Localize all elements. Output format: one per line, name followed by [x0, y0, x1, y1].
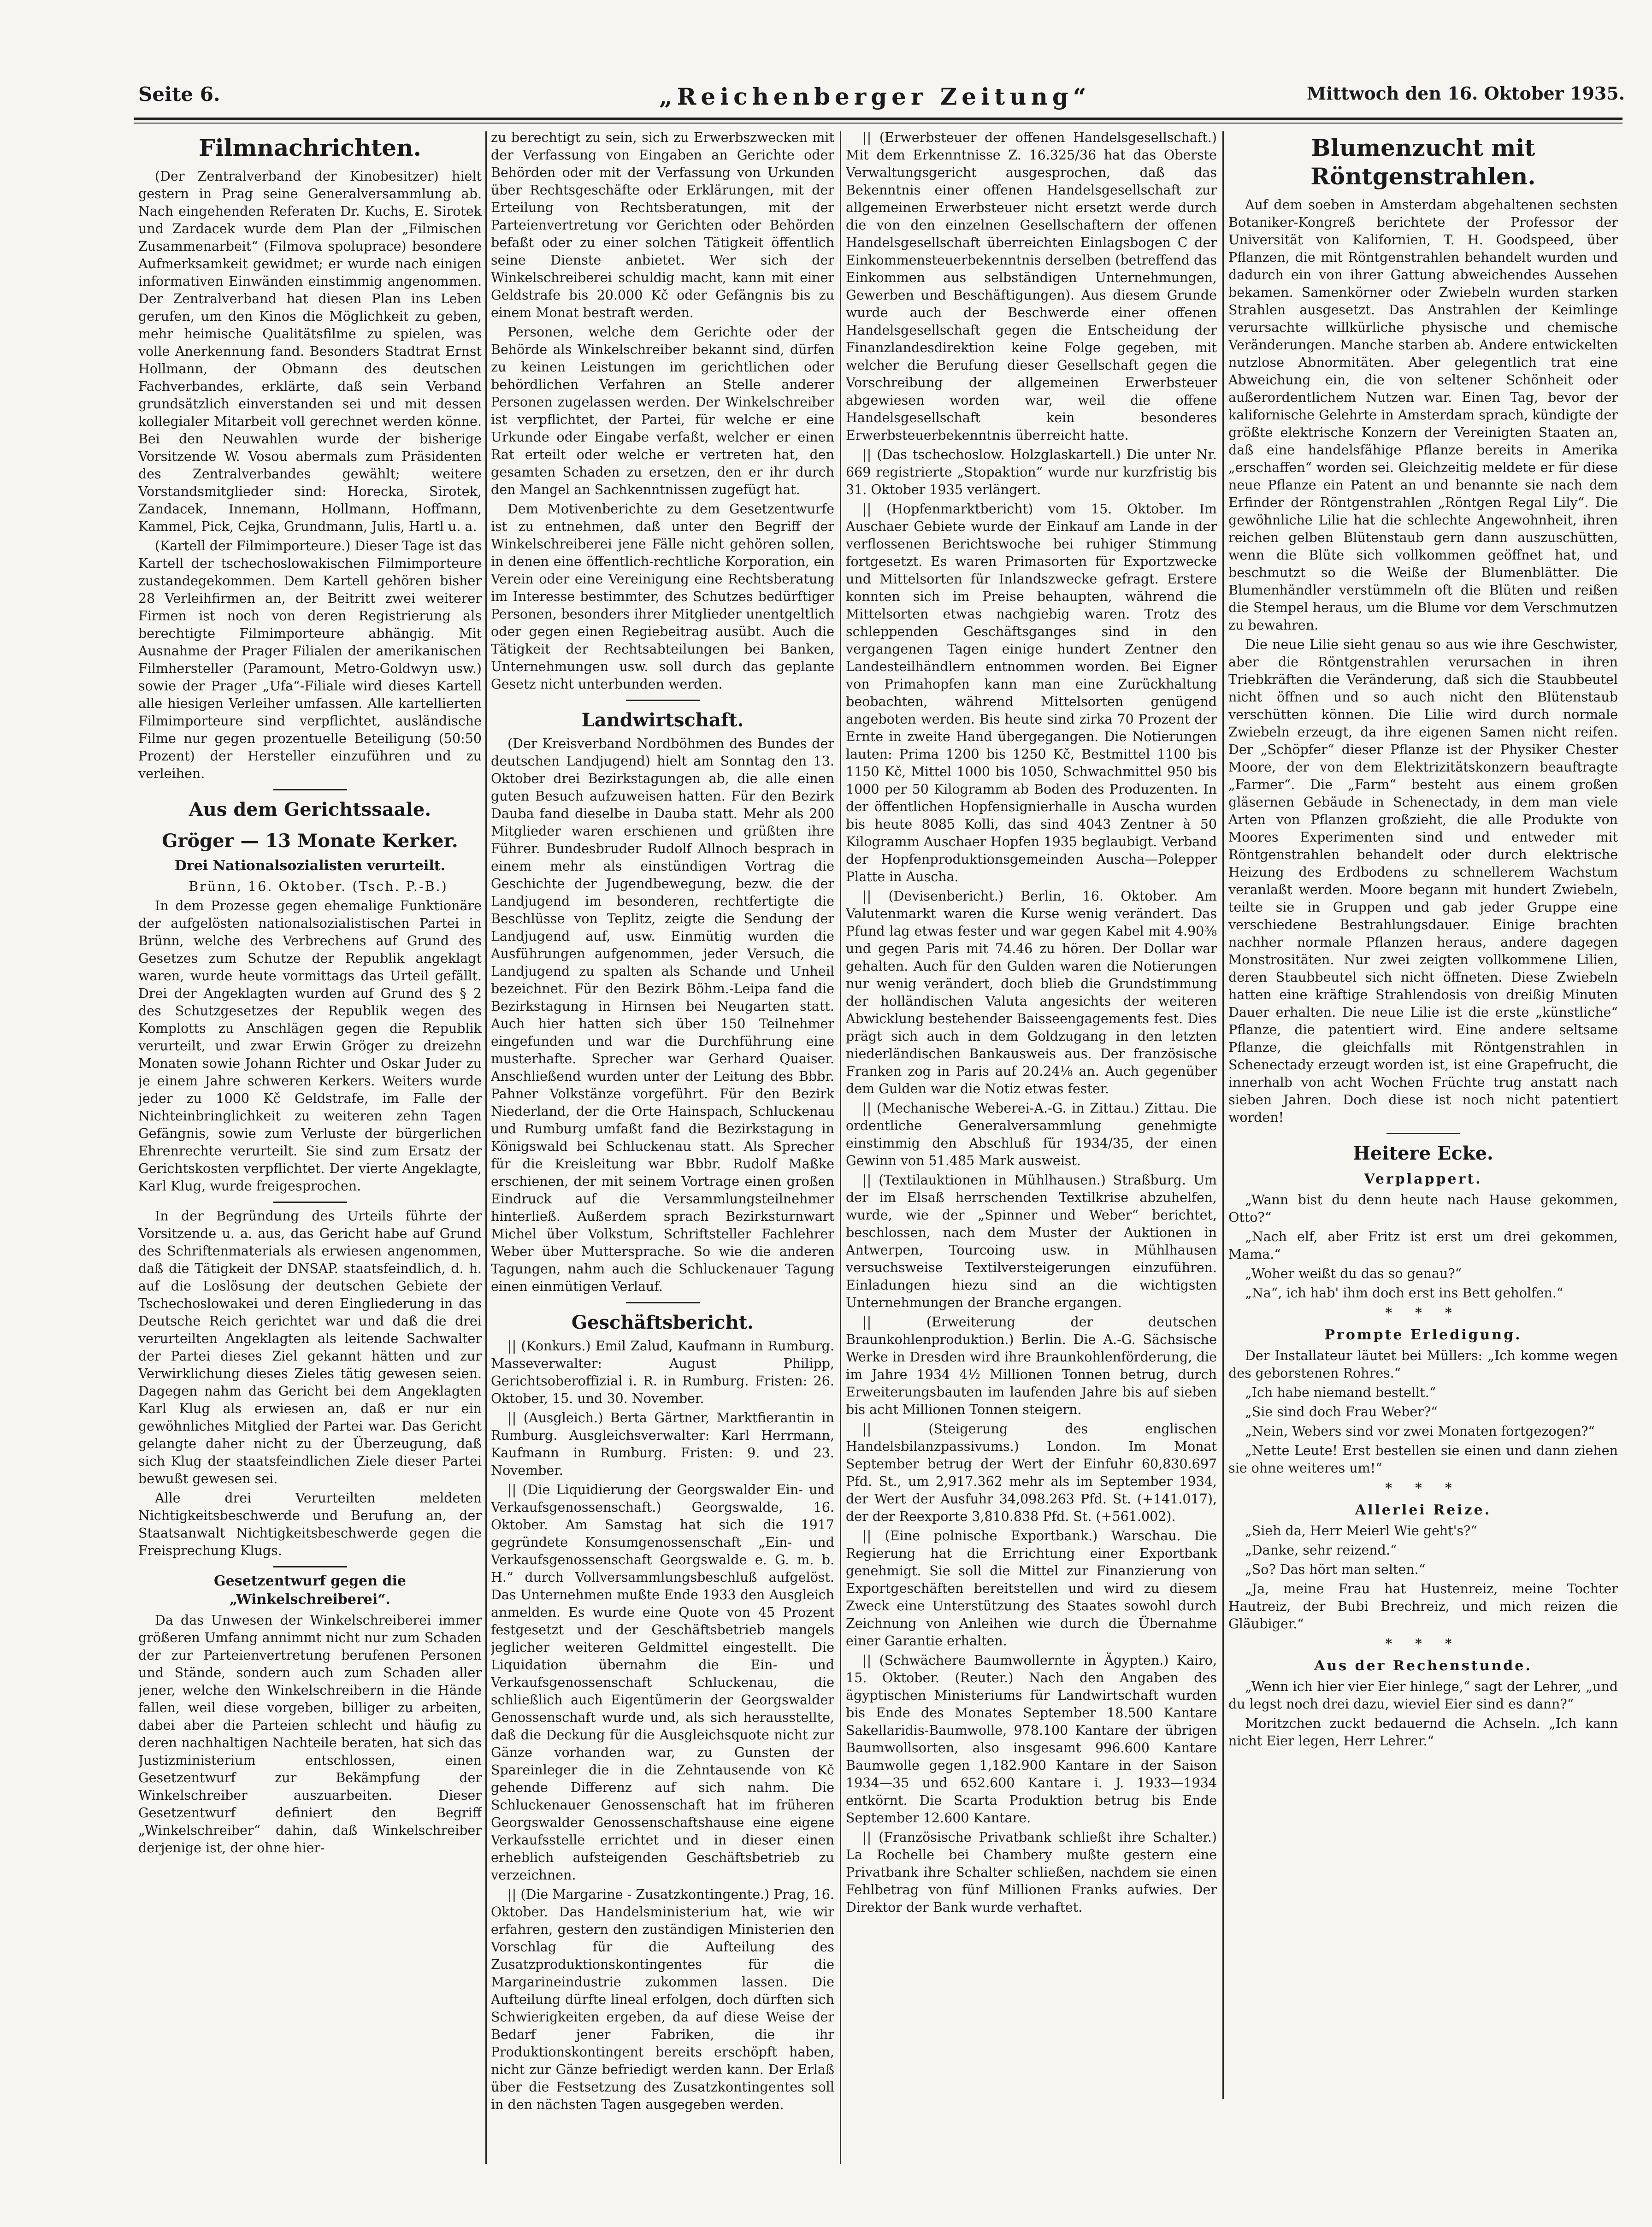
section-title-filmnachrichten: Filmnachrichten.: [199, 134, 421, 161]
newspaper-title: „Reichenberger Zeitung“: [659, 83, 1091, 110]
article-paragraph: (Der Kreisverband Nordböhmen des Bundes der deutschen Landjugend) hielt am Sonntag den 13. Oktober drei Bezirkstagungen ab, die alle einen guten Besuch aufzuweisen hatten. Für den Bezirk Dauba fand dieselbe in Dauba statt. Mehr als 200 Mitglieder waren erschienen und grüßten ihre Führer. Bundesbruder Rudolf Allnoch besprach in einem mehr als einstündigen Vortrag die Geschichte der Jugendbewegung, bezw. die der Landjugend im besonderen, rechtfertigte die Beschlüsse von Teplitz, zeigte die Sendung der Landjugend auf, usw. Einmütig wurden die Ausführungen aufgenommen, jeder Versuch, die Landjugend zu spalten als Schande und Unheil bezeichnet. Für den Bezirk Böhm.-Leipa fand die Bezirkstagung in Hirnsen bei Neugarten statt. Auch hier hatten sich über 150 Teilnehmer eingefunden und war die Durchführung eine musterhafte. Sprecher war Gerhard Quaiser. Anschließend wurden unter der Leitung des Bbbr. Pahner Volkstänze vorgeführt. Für den Bezirk Niederland, der die Orte Hainspach, Schluckenau und Rumburg umfaßt fand die Bezirkstagung in Königswald bei Schluckenau statt. Als Sprecher für die Kreisleitung war Bbbr. Rudolf Maßke erschienen, der mit seinem Vortrage einen großen Eindruck auf die Versammlungsteilnehmer hinterließ. Außerdem sprach Bezirksturnwart Michel über Volkstum, Schriftsteller Fachlehrer Weber über Muttersprache. So wie die anderen Tagungen, nahm auch die Schluckenauer Tagung einen einmütigen Verlauf.: [491, 736, 834, 1294]
header-rule: [134, 118, 1622, 120]
separator-rule: [626, 700, 700, 701]
joke-line: Der Installateur läutet bei Müllers: „Ich komme wegen des geborstenen Rohres.“: [1228, 1348, 1618, 1381]
joke-line: „Sieh da, Herr Meierl Wie geht's?“: [1245, 1523, 1477, 1538]
stars-separator: * * *: [1385, 1305, 1461, 1320]
article-paragraph: || (Ausgleich.) Berta Gärtner, Marktfierantin in Rumburg. Ausgleichsverwalter: Karl Herrmann, Kaufmann in Rumburg. Fristen: 9. und 23. November.: [491, 1410, 834, 1478]
article-paragraph: Auf dem soeben in Amsterdam abgehaltenen sechsten Botaniker-Kongreß berichtete der Professor der Universität von Kalifornien, T. H. Goodspeed, über Pflanzen, die mit Röntgenstrahlen behandelt wurden und dadurch ein von ihrer Gattung abweichendes Aussehen bekamen. Samenkörner oder Zwiebeln wurden starken Strahlen ausgesetzt. Das Anstrahlen der Keimlinge verursachte willkürliche physische und chemische Veränderungen. Manche starben ab. Andere entwickelten nutzlose Abnormitäten. Aber gelegentlich trat eine Abweichung ein, die von seltener Schönheit oder außerordentlichem Nutzen war. Einen Tag, bevor der kalifornische Gelehrte in Amsterdam sprach, kündigte der größte elektrische Konzern der Vereinigten Staaten an, daß eine handelsfähige Pflanze bereits in Amerika „erschaffen“ worden sei. Gleichzeitig meldete er für diese neue Pflanze ein Patent an und benannte sie nach dem Erfinder der Röntgenstrahlen „Röntgen Regal Lily“. Die gewöhnliche Lilie hat die schlechte Angewohnheit, ihren reichen gelben Blütenstaub gern dann auszuschütten, wenn die Blüte sich vollkommen geöffnet hat, und beschmutzt so die Weiße der Blumenblätter. Die Blumenhändler verstümmeln oft die Blüten und reißen die Stempel heraus, um die Blume vor dem Verschmutzen zu bewahren.: [1228, 197, 1618, 633]
header-rule-thin: [134, 123, 1622, 124]
page-header: [0, 83, 1652, 120]
column-2: [491, 129, 834, 2166]
section-title-blumenzucht: Blumenzucht mit Röntgenstrahlen.: [1310, 134, 1536, 190]
joke-line: „Sie sind doch Frau Weber?“: [1245, 1404, 1438, 1420]
separator-rule: [273, 789, 347, 790]
section-title-gericht: Aus dem Gerichtssaale.: [189, 799, 431, 820]
stars-separator: * * *: [1385, 1480, 1461, 1496]
joke-line: „Nach elf, aber Fritz ist erst um drei gekommen, Mama.“: [1228, 1229, 1618, 1262]
joke-line: „Nein, Webers sind vor zwei Monaten fortgezogen?“: [1245, 1424, 1595, 1439]
article-paragraph: || (Eine polnische Exportbank.) Warschau. Die Regierung hat die Errichtung einer Exportbank genehmigt. Sie soll die Mittel zur Finanzierung von Exportgeschäften bereitstellen und wird zu diesem Zweck eine Unterstützung des Staates sowohl durch Zeichnung von Anleihen wie durch die Übernahme einer Garantie erhalten.: [846, 1528, 1217, 1649]
article-paragraph: Alle drei Verurteilten meldeten Nichtigkeitsbeschwerde und Berufung an, der Staatsanwalt Nichtigkeitsbeschwerde gegen die Freisprechung Klugs.: [138, 1491, 482, 1558]
article-paragraph: || (Hopfenmarktbericht) vom 15. Oktober. Im Auschaer Gebiete wurde der Einkauf am Lande in der verflossenen Berichtswoche bei ruhiger Stimmung fortgesetzt. Es waren Primasorten für Exportzwecke und Mittelsorten für Inlandszwecke gefragt. Erstere konnten sich im Preise behaupten, während die Mittelsorten etwas nachgiebig waren. Trotz des schleppenden Geschäftsganges sind in den vergangenen Tagen einige hundert Zentner den Landesteilhändlern entnommen worden. Bei Eigner von Primahopfen kann man eine Zurückhaltung beobachten, während Mittelsorten genügend angeboten werden. Bis heute sind zirka 70 Prozent der Ernte in zweite Hand übergegangen. Die Notierungen lauten: Prima 1200 bis 1250 Kč, Bestmittel 1100 bis 1150 Kč, Mittel 1000 bis 1050, Schwachmittel 950 bis 1000 per 50 Kilogramm ab Boden des Produzenten. In der öffentlichen Hopfensignierhalle in Auscha wurden bis heute 8085 Kolli, das sind 4043 Zentner à 50 Kilogramm Auschaer Hopfen 1935 beglaubigt. Verband der Hopfenproduktionsgemeinden Auscha—Polepper Platte in Auscha.: [846, 501, 1217, 884]
article-paragraph: In der Begründung des Urteils führte der Vorsitzende u. a. aus, das Gericht habe auf Grund des Schriftenmaterials als erwiesen angenommen, daß die Tätigkeit der DNSAP. staatsfeindlich, d. h. auf die Loslösung der deutschen Gebiete der Tschechoslowakei und deren Eingliederung in das Deutsche Reich gerichtet war und daß die drei verurteilten Angeklagten als leitende Sachwalter der Partei dieses Ziel gekannt hätten und zur Verwirklichung dieses Zieles tätig gewesen seien. Dagegen nahm das Gericht bei dem Angeklagten Karl Klug als erwiesen an, daß er nur ein gewöhnliches Mitglied der Partei war. Das Gericht gelangte daher nicht zu der Überzeugung, daß sich Klug der staatsfeindlichen Ziele dieser Partei bewußt gewesen sei.: [138, 1208, 482, 1486]
article-paragraph: In dem Prozesse gegen ehemalige Funktionäre der aufgelösten nationalsozialistischen Partei in Brünn, welche des Verbrechens auf Grund des Gesetzes zum Schutze der Republik angeklagt waren, wurde heute vormittags das Urteil gefällt. Drei der Angeklagten wurden auf Grund des § 2 des Schutzgesetzes der Republik wegen des Komplotts zu Anschlägen gegen die Republik verurteilt, und zwar Erwin Gröger zu dreizehn Monaten sowie Johann Richter und Oskar Juder zu je einem Jahre schweren Kerkers. Weiters wurde jeder zu 1000 Kč Geldstrafe, im Falle der Nichteinbringlichkeit zu weiteren zehn Tagen Gefängnis, sowie zum Verluste der bürgerlichen Ehrenrechte verurteilt. Sie sind zum Ersatz der Gerichtskosten verpflichtet. Der vierte Angeklagte, Karl Klug, wurde freigesprochen.: [138, 898, 482, 1194]
column-divider: [1222, 131, 1224, 2099]
column-divider: [840, 131, 841, 2164]
joke-line: „Danke, sehr reizend.“: [1245, 1543, 1397, 1558]
article-paragraph: || (Erweiterung der deutschen Braunkohlenproduktion.) Berlin. Die A.-G. Sächsische Werke in Dresden wird ihre Braunkohlenförderung, die im Jahre 1934 4½ Millionen Tonnen betrug, durch Erweiterungsbauten im laufenden Jahre bis auf sieben bis acht Millionen Tonnen steigern.: [846, 1314, 1217, 1417]
article-paragraph: (Der Zentralverband der Kinobesitzer) hielt gestern in Prag seine Generalversammlung ab. Nach eingehenden Referaten Dr. Kuchs, E. Sirotek und Zardacek wurde dem Plan der „Filmischen Zusammenarbeit“ (Filmova spoluprace) besondere Aufmerksamkeit gewidmet; er wurde nach einigen informativen Einwänden einstimmig angenommen. Der Zentralverband hat diesen Plan ins Leben gerufen, um den Kinos die Möglichkeit zu geben, mehr heimische Qualitätsfilme zu spielen, was volle Anerkennung fand. Besonders Stadtrat Ernst Hollmann, der Obmann des deutschen Fachverbandes, erklärte, daß sein Verband grundsätzlich einverstanden sei und mit dessen kollegialer Mitarbeit voll gerechnet werden könne. Bei den Neuwahlen wurde der bisherige Vorsitzende W. Vosou abermals zum Präsidenten des Zentralverbandes gewählt; weitere Vorstandsmitglieder sind: Horecka, Sirotek, Zandacek, Innemann, Hollmann, Hoffmann, Kammel, Pick, Cejka, Grundmann, Julis, Hartl u. a.: [138, 169, 482, 534]
stars-separator: * * *: [1385, 1636, 1461, 1651]
column-3: [846, 129, 1217, 2166]
section-title-landwirtschaft: Landwirtschaft.: [581, 709, 744, 731]
article-paragraph: || (Konkurs.) Emil Zalud, Kaufmann in Rumburg. Masseverwalter: August Philipp, Gerichtsoberoffizial i. R. in Rumburg. Fristen: 26. Oktober, 15. und 30. November.: [491, 1338, 834, 1406]
headline-groeger: Gröger — 13 Monate Kerker.: [162, 830, 458, 852]
article-paragraph: || (Schwächere Baumwollernte in Ägypten.) Kairo, 15. Oktober. (Reuter.) Nach den Angaben des ägyptischen Ministeriums für Landwirtschaft wurden bis Ende des Monates September 18.500 Kantare Sakellaridis-Baumwolle, 978.100 Kantare der übrigen Baumwollsorten, also insgesamt 996.600 Kantare Baumwolle gegen 1,182.900 Kantare in der Saison 1934—35 und 652.600 Kantare i. J. 1933—1934 entkörnt. Die Scarta Produktion betrug bis Ende September 12.600 Kantare.: [846, 1653, 1217, 1826]
article-paragraph: Dem Motivenberichte zu dem Gesetzentwurfe ist zu entnehmen, daß unter den Begriff der Winkelschreiberei jene Fälle nicht gehören sollen, in denen eine öffentlich-rechtliche Korporation, ein Verein oder eine Vereinigung eine Rechtsberatung im Interesse bestimmter, des Schutzes bedürftiger Personen, besonders ihrer Mitglieder unentgeltlich oder gegen einen Regiebeitrag ausübt. Auch die Tätigkeit der Rechtsabteilungen bei Banken, Unternehmungen usw. soll durch das geplante Gesetz nicht unterbunden werden.: [491, 501, 834, 692]
joke-line: „Woher weißt du das so genau?“: [1245, 1266, 1462, 1281]
joke-line: „Wann bist du denn heute nach Hause gekommen, Otto?“: [1228, 1192, 1618, 1225]
separator-rule: [273, 1566, 347, 1567]
article-paragraph: || (Die Liquidierung der Georgswalder Ein- und Verkaufsgenossenschaft.) Georgswalde, 16. Oktober. Am Samstag hat sich die 1917 gegründete Konsumgenossenschaft „Ein- und Verkaufsgenossenschaft Georgswalde e. G. m. b. H.“ durch Vollversammlungsbeschluß aufgelöst. Das Unternehmen mußte Ende 1933 den Ausgleich anmelden. Es wurde eine Quote von 45 Prozent festgesetzt und der Geschäftsbetrieb mangels jeglicher weiteren Geldmittel eingestellt. Die Liquidation übernahm die Ein- und Verkaufsgenossenschaft Schluckenau, die schließlich auch Eigentümerin der Georgswalder Genossenschaft wurde und, als sich herausstellte, daß die Deckung für die Ausgleichsquote nicht zur Gänze vorhanden war, zu Gunsten der Spareinleger die in die Zehntausende von Kč gehende Differenz auf sich nahm. Die Schluckenauer Genossenschaft hat im früheren Georgswalder Genossenschaftshause eine eigene Verkaufsstelle errichtet und in dieser einen erheblich aufsteigenden Geschäftsbetrieb zu verzeichnen.: [491, 1482, 834, 1883]
joke-line: „Ja, meine Frau hat Hustenreiz, meine Tochter Hautreiz, der Bubi Brechreiz, und mich reizen die Gläubiger.“: [1228, 1581, 1618, 1632]
article-paragraph: Die neue Lilie sieht genau so aus wie ihre Geschwister, aber die Röntgenstrahlen verursachen in ihren Triebkräften die Veränderung, daß sich die Staubbeutel nicht öffnen und so auch nicht den Blütenstaub verschütten können. Die Lilie wird durch normale Zwiebeln erzeugt, da ihre eigenen Samen nicht reifen. Der „Schöpfer“ dieser Pflanze ist der Physiker Chester Moore, der von dem Elektrizitätskonzern beauftragte „Farmer“. Die „Farm“ besteht aus einem großen gläsernen Gebäude in Schenectady, in dem man viele Arten von Pflanzen großzieht, die alle Produkte von Moores Experimenten sind und entweder mit Röntgenstrahlen behandelt oder durch elektrische Heizung des Erdbodens zu schnellerem Wachstum veranlaßt werden. Moore begann mit hundert Zwiebeln, teilte sie in Gruppen und gab jeder Gruppe eine verschiedene Bestrahlungsdauer. Einige brachten nachher normale Pflanzen heraus, andere dagegen Monstrositäten. Nur zwei zeigten vollkommene Lilien, deren Staubbeutel sich nicht öffneten. Diese Zwiebeln hatten eine kräftige Strahlendosis von dreißig Minuten Dauer erhalten. Die neue Lilie ist die erste „künstliche“ Pflanze, die patentiert wird. Eine andere seltsame Pflanze, die gleichfalls mit Röntgenstrahlen in Schenectady erzeugt worden ist, ist eine Grapefrucht, die innerhalb von acht Wochen Früchte trug anstatt nach sieben Jahren. Doch diese ist noch nicht patentiert worden!: [1228, 637, 1618, 1125]
article-paragraph: Personen, welche dem Gerichte oder der Behörde als Winkelschreiber bekannt sind, dürfen zu keinen Leistungen im gerichtlichen oder behördlichen Verfahren an Stelle anderer Personen zugelassen werden. Der Winkelschreiber ist verpflichtet, der Partei, für welche er eine Urkunde oder Eingabe verfaßt, welcher er einen Rat erteilt oder welche er vertreten hat, den gesamten Schaden zu ersetzen, den er ihr durch den Mangel an Sachkenntnissen zugefügt hat.: [491, 324, 834, 497]
article-paragraph: || (Die Margarine - Zusatzkontingente.) Prag, 16. Oktober. Das Handelsministerium hat, wie wir erfahren, gestern den zuständigen Ministerien den Vorschlag für die Aufteilung des Zusatzproduktionskontingentes für die Margarineindustrie zukommen lassen. Die Aufteilung dürfte lineal erfolgen, doch dürften sich Schwierigkeiten ergeben, da auf diese Weise der Bedarf jener Fabriken, die ihr Produktionskontingent bereits erschöpft haben, nicht zur Gänze befriedigt werden kann. Der Erlaß über die Festsetzung des Zusatzkontingentes soll in den nächsten Tagen ausgegeben werden.: [491, 1887, 834, 2112]
section-title-heitere-ecke: Heitere Ecke.: [1353, 1143, 1493, 1164]
section-title-geschaeftsbericht: Geschäftsbericht.: [571, 1312, 754, 1333]
joke-line: Moritzchen zuckt bedauernd die Achseln. „Ich kann nicht Eier legen, Herr Lehrer.“: [1228, 1716, 1618, 1749]
separator-rule: [1386, 1133, 1460, 1134]
dateline: Brünn, 16. Oktober. (Tsch. P.-B.): [189, 879, 448, 894]
article-paragraph: || (Erwerbsteuer der offenen Handelsgesellschaft.) Mit dem Erkenntnisse Z. 16.325/36 hat das Oberste Verwaltungsgericht ausgesprochen, daß das Bekenntnis einer offenen Handelsgesellschaft zur allgemeinen Erwerbsteuer nicht ersetzt werde durch die von den einzelnen Gesellschaftern der offenen Handelsgesellschaft überreichten Einlagsbogen C der Einkommensteuerbekenntnis derselben (betreffend das Einkommen aus selbständigen Unternehmungen, Gewerben und Beschäftigungen). Aus diesem Grunde wurde auch der Beschwerde einer offenen Handelsgesellschaft gegen die Entscheidung der Finanzlandesdirektion keine Folge gegeben, mit welcher die Berufung dieser Gesellschaft gegen die Vorschreibung der allgemeinen Erwerbsteuer abgewiesen worden war, weil die offene Handelsgesellschaft kein besonderes Erwerbsteuerbekenntnis überreicht hatte.: [846, 130, 1217, 443]
page-number: Seite 6.: [138, 83, 220, 106]
article-paragraph: || (Französische Privatbank schließt ihre Schalter.) La Rochelle bei Chambery mußte gestern eine Privatbank ihre Schalter schließen, nachdem sie einen Fehlbetrag von fünf Millionen Franks aufwies. Der Direktor der Bank wurde verhaftet.: [846, 1830, 1217, 1915]
joke-title: Verplappert.: [1364, 1171, 1482, 1187]
separator-rule: [626, 1302, 700, 1303]
column-divider: [485, 131, 487, 2164]
joke-line: „Wenn ich hier vier Eier hinlege,“ sagt der Lehrer, „und du legst noch drei dazu, wieviel Eier sind es dann?“: [1228, 1679, 1618, 1712]
article-paragraph: (Kartell der Filmimporteure.) Dieser Tage ist das Kartell der tschechoslowakischen Filmimporteure zustandegekommen. Dem Kartell gehören bisher 28 Verleihfirmen an, der Beitritt zwei weiterer Firmen ist noch von deren Registrierung als berechtigte Filmimporteure abhängig. Mit Ausnahme der Prager Filialen der amerikanischen Filmhersteller (Paramount, Metro-Goldwyn usw.) sowie der Prager „Ufa“-Filiale wird dieses Kartell alle hiesigen Verleiher umfassen. Alle kartellierten Filmimporteure sind verpflichtet, ausländische Filme nur gegen prozentuelle Beteiligung (50:50 Prozent) der Hersteller einzuführen und zu verleihen.: [138, 538, 482, 781]
joke-title: Aus der Rechenstunde.: [1314, 1658, 1532, 1674]
headline-winkelschreiberei: Gesetzentwurf gegen die „Winkelschreiberei“.: [214, 1573, 406, 1608]
article-paragraph: Da das Unwesen der Winkelschreiberei immer größeren Umfang annimmt nicht nur zum Schaden der zur Parteienvertretung berufenen Personen und Stände, sondern auch zum Schaden aller jener, welche den Winkelschreibern in die Hände fallen, weil diese vorgeben, billiger zu arbeiten, dabei aber die Parteien schlecht und häufig zu deren nachhaltigen Nachteile beraten, hat sich das Justizministerium entschlossen, einen Gesetzentwurf zur Bekämpfung der Winkelschreiber auszuarbeiten. Dieser Gesetzentwurf definiert den Begriff „Winkelschreiber“ dahin, daß Winkelschreiber derjenige ist, der ohne hier-: [138, 1613, 482, 1856]
separator-rule: [273, 1202, 347, 1203]
joke-line: „Ich habe niemand bestellt.“: [1245, 1385, 1436, 1400]
article-paragraph: || (Textilauktionen in Mühlhausen.) Straßburg. Um der im Elsaß herrschenden Textilkrise abzuhelfen, wurde, wie der „Spinner und Weber“ berichtet, beschlossen, nach dem Muster der Auktionen in Antwerpen, Tourcoing usw. in Mühlhausen versuchsweise Textilversteigerungen einzuführen. Einladungen hiezu sind an die wichtigsten Unternehmungen der Branche ergangen.: [846, 1172, 1217, 1310]
column-4: [1228, 129, 1618, 2166]
article-paragraph: || (Devisenbericht.) Berlin, 16. Oktober. Am Valutenmarkt waren die Kurse wenig verändert. Das Pfund lag etwas fester und war gegen Kabel mit 4.90⅜ und gegen Paris mit 74.46 zu hören. Der Dollar war gehalten. Auch für den Gulden waren die Notierungen nur wenig verändert, doch blieb die Grundstimmung der holländischen Valuta angesichts der weiteren Abwicklung bestehender Baisseengagements fest. Dies prägt sich auch in dem Goldzugang in den letzten niederländischen Bankausweis aus. Der französische Franken zog in Paris auf 20.24⅛ an. Auch gegenüber dem Gulden war die Notiz etwas fester.: [846, 889, 1217, 1096]
article-paragraph: || (Steigerung des englischen Handelsbilanzpassivums.) London. Im Monat September betrug der Wert der Einfuhr 60,830.697 Pfd. St., um 2,917.362 mehr als im September 1934, der Wert der Ausfuhr 34,098.263 Pfd. St. (+141.017), der der Reexporte 3,810.838 Pfd. St. (+561.002).: [846, 1421, 1217, 1524]
subheadline: Drei Nationalsozialisten verurteilt.: [174, 858, 446, 874]
issue-date: Mittwoch den 16. Oktober 1935.: [1307, 83, 1625, 104]
joke-title: Allerlei Reize.: [1355, 1502, 1492, 1518]
column-1: [138, 129, 482, 2166]
joke-line: „Na“, ich hab' ihm doch erst ins Bett geholfen.“: [1245, 1285, 1564, 1301]
article-paragraph: || (Das tschechoslow. Holzglaskartell.) Die unter Nr. 669 registrierte „Stopaktion“ wurde nur kurzfristig bis 31. Oktober 1935 verlängert.: [846, 447, 1217, 497]
joke-title: Prompte Erledigung.: [1324, 1327, 1522, 1343]
joke-line: „So? Das hört man selten.“: [1245, 1562, 1426, 1577]
article-paragraph: || (Mechanische Weberei-A.-G. in Zittau.) Zittau. Die ordentliche Generalversammlung genehmigte einstimmig den Abschluß für 1934/35, der einen Gewinn von 51.485 Mark ausweist.: [846, 1101, 1217, 1168]
article-paragraph: zu berechtigt zu sein, sich zu Erwerbszwecken mit der Verfassung von Eingaben an Gerichte oder Behörden oder mit der Verfassung von Urkunden über Rechtsgeschäfte oder Erklärungen, mit der Erteilung von Rechtsberatungen, mit der Parteienvertretung vor Gerichten oder Behörden befaßt oder zu einer solchen Tätigkeit öffentlich seine Dienste anbietet. Wer sich der Winkelschreiberei schuldig macht, kann mit einer Geldstrafe bis 20.000 Kč oder Gefängnis bis zu einem Monat bestraft werden.: [491, 130, 834, 320]
joke-line: „Nette Leute! Erst bestellen sie einen und dann ziehen sie ohne weiteres um!“: [1228, 1443, 1618, 1476]
